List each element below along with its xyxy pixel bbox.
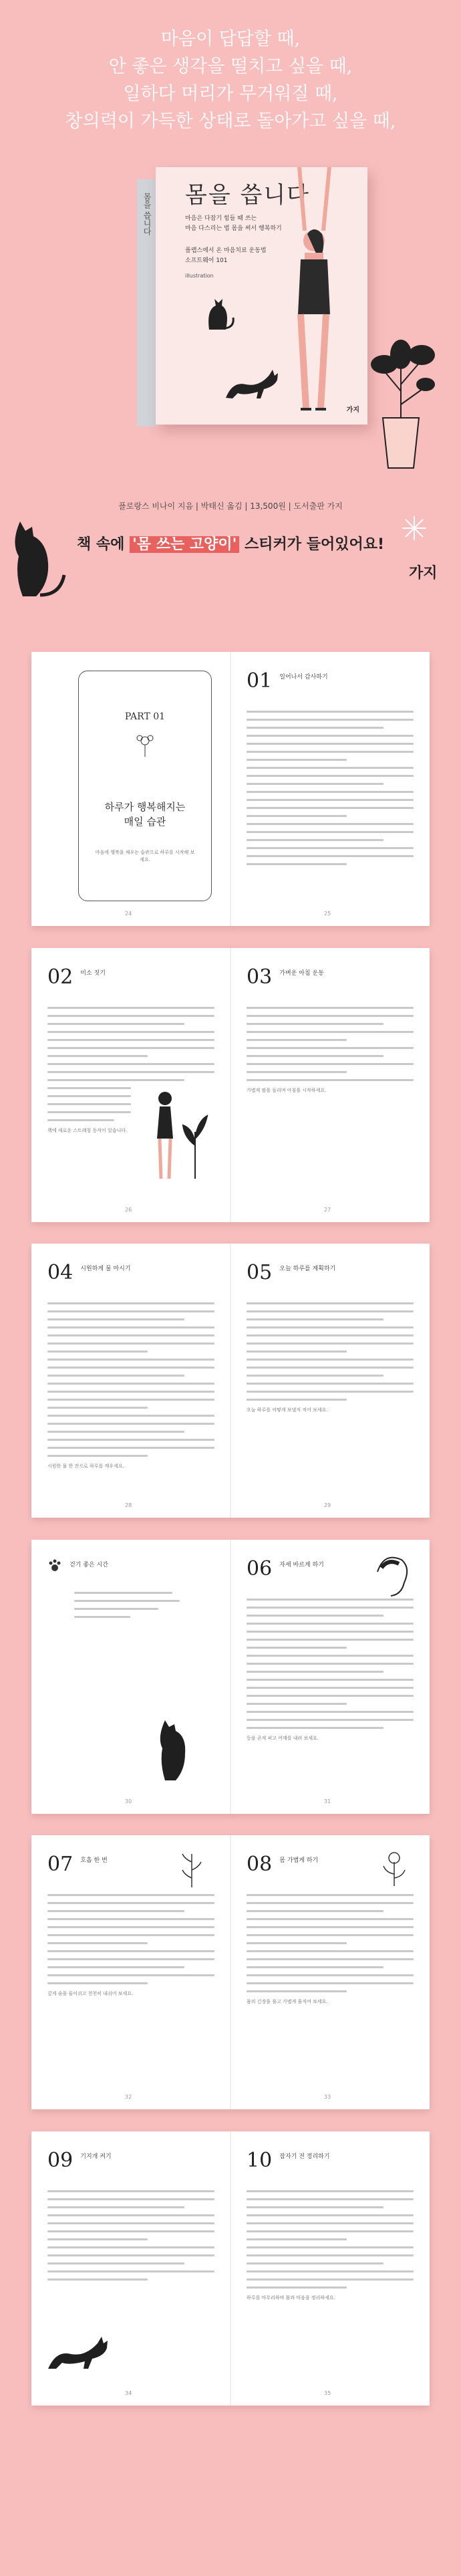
page-number: 34: [125, 2390, 132, 2396]
potted-plant-illustration: [364, 324, 438, 471]
book-page: [230, 1244, 430, 1518]
book-author: illustration: [185, 273, 214, 279]
chapter-title: 시원하게 물 마시기: [80, 1266, 131, 1272]
chapter-title: 잠자기 전 정리하기: [279, 2153, 330, 2160]
publisher-logo: 가지: [409, 564, 438, 582]
chapter-title: 호흡 한 번: [80, 1857, 108, 1864]
book-title: 몸을 씁니다: [185, 182, 311, 209]
page-number: 25: [324, 911, 331, 917]
tagline-line: 마음이 답답할 때,: [160, 29, 301, 49]
footnote: 하루를 마무리하며 몸과 마음을 정리하세요.: [247, 2295, 335, 2301]
book-page: [230, 1540, 430, 1814]
book-page: [31, 652, 230, 926]
book-page: [230, 948, 430, 1222]
book-spread: [31, 1244, 430, 1518]
part-title-line: 하루가 행복해지는: [104, 801, 186, 813]
chapter-number: 01: [247, 669, 273, 693]
chapter-number: 05: [247, 1261, 273, 1284]
part-title: [79, 800, 211, 829]
chapter-number: 09: [47, 2149, 73, 2172]
body-text: [247, 1894, 414, 1992]
book-subtitle-2: [185, 246, 267, 266]
chapter-title: 오늘 하루를 계획하기: [279, 1266, 336, 1272]
head-illustration: [371, 1552, 411, 1599]
page-number: 31: [324, 1798, 331, 1804]
footnote: 시원한 물 한 잔으로 하루를 깨우세요.: [47, 1463, 124, 1469]
chapter-title: 기지개 켜기: [80, 2153, 112, 2160]
book-spread: [31, 948, 430, 1222]
chapter-title: 자세 바르게 하기: [279, 1562, 324, 1568]
book-subtitle-line: 마음은 다잡기 힘들 때 쓰는: [185, 215, 257, 222]
flower-icon: [377, 1847, 411, 1887]
body-text: [47, 1894, 214, 1984]
chapter-number: 10: [247, 2149, 273, 2172]
book-page: [230, 2131, 430, 2406]
body-text: [247, 1599, 414, 1729]
chapter-number: 06: [247, 1557, 273, 1580]
book-subtitle-line: 마음 다스리는 법 몸을 써서 행복하기: [185, 225, 282, 232]
chapter-number: 04: [47, 1261, 73, 1284]
paw-icon: [47, 1558, 62, 1573]
sticker-announcement: [0, 533, 461, 554]
body-text: [247, 2190, 414, 2289]
chapter-title: 일어나서 감사하기: [279, 674, 328, 681]
page-number: 28: [125, 1502, 132, 1508]
body-text: [47, 1302, 214, 1457]
footnote: 오늘 하루를 어떻게 보낼지 적어 보세요.: [247, 1407, 328, 1413]
book-spine: [137, 179, 157, 427]
book-page: [31, 1244, 230, 1518]
page-number: 24: [125, 911, 132, 917]
sitting-cat-illustration: [196, 291, 236, 331]
footnote: 등을 곧게 펴고 어깨를 내려 보세요.: [247, 1736, 319, 1741]
body-text: [247, 1302, 414, 1401]
chapter-title: 걷기 좋은 시간: [69, 1562, 108, 1568]
page-number: 26: [125, 1207, 132, 1213]
footnote: 깊게 숨을 들이쉬고 천천히 내쉬어 보세요.: [47, 1991, 134, 1996]
stretching-cat-illustration: [222, 368, 283, 401]
chapter-title: 가벼운 아침 운동: [279, 970, 324, 977]
sticker-highlight: '몸 쓰는 고양이': [130, 536, 239, 553]
sticker-post: 스티커가 들어있어요!: [239, 536, 384, 553]
body-text: [247, 1007, 414, 1081]
book-front: [156, 167, 367, 425]
page-number: 32: [125, 2094, 132, 2100]
book-page: [31, 2131, 230, 2406]
book-spread: [31, 1540, 430, 1814]
book-page: [31, 1835, 230, 2109]
footnote: 몸의 긴장을 풀고 가볍게 움직여 보세요.: [247, 1999, 328, 2004]
hero-section: [0, 0, 461, 628]
part-label: PART 01: [124, 711, 166, 722]
page-number: 27: [324, 1207, 331, 1213]
book-page: [31, 1540, 230, 1814]
tagline-line: 창의력이 가득한 상태로 돌아가고 싶을 때,: [65, 111, 396, 132]
book-publisher: 가지: [346, 406, 359, 414]
book-page: [230, 1835, 430, 2109]
book-subtitle-line: 소프트웨어 101: [185, 257, 228, 264]
part-frame: [78, 671, 212, 901]
black-cat-illustration: [7, 515, 67, 608]
chapter-number: 08: [247, 1853, 273, 1876]
book-page: [31, 948, 230, 1222]
chapter-number: 03: [247, 965, 273, 989]
plant-sprig-icon: [178, 1849, 205, 1889]
footnote: 책에 새로운 스트레칭 동작이 있습니다.: [47, 1128, 128, 1133]
book-credits: 플로랑스 비나이 지음 | 박태신 옮김 | 13,500원 | 도서출판 가지: [118, 501, 343, 511]
stretching-cat-illustration: [45, 2332, 118, 2372]
part-description: 마음에 행복을 채우는 습관으로 하루를 시작해 보세요.: [95, 850, 195, 862]
spine-title: 몸을 씁니다: [142, 193, 152, 235]
book-spread: [31, 2131, 430, 2406]
book-page: [230, 652, 430, 926]
woman-illustration: [145, 1085, 212, 1185]
tagline-line: 일하다 머리가 무거워질 때,: [123, 84, 338, 104]
sticker-pre: 책 속에: [76, 536, 130, 553]
cat-illustration: [152, 1714, 205, 1787]
tagline: [0, 25, 461, 135]
page-number: 29: [324, 1502, 331, 1508]
book-spread: [31, 1835, 430, 2109]
body-text: [74, 1592, 214, 1618]
page-number: 33: [324, 2094, 331, 2100]
chapter-title: 몸 가볍게 하기: [279, 1857, 319, 1864]
chapter-number: 07: [47, 1853, 73, 1876]
page-number: 30: [125, 1798, 132, 1804]
flower-icon: [132, 731, 158, 758]
tagline-line: 안 좋은 생각을 떨치고 싶을 때,: [108, 56, 353, 77]
book-spread: [31, 652, 430, 926]
chapter-title: 미소 짓기: [80, 970, 106, 977]
body-text: [247, 711, 414, 865]
body-text: [47, 2190, 214, 2280]
chapter-number: 02: [47, 965, 73, 989]
book-subtitle-line: 플랩스에서 온 마음치료 운동법: [185, 247, 267, 254]
page-number: 35: [324, 2390, 331, 2396]
footnote: 가볍게 팔을 돌리며 아침을 시작하세요.: [247, 1088, 327, 1093]
part-title-line: 매일 습관: [124, 816, 166, 828]
book-cover-image: [137, 167, 367, 427]
